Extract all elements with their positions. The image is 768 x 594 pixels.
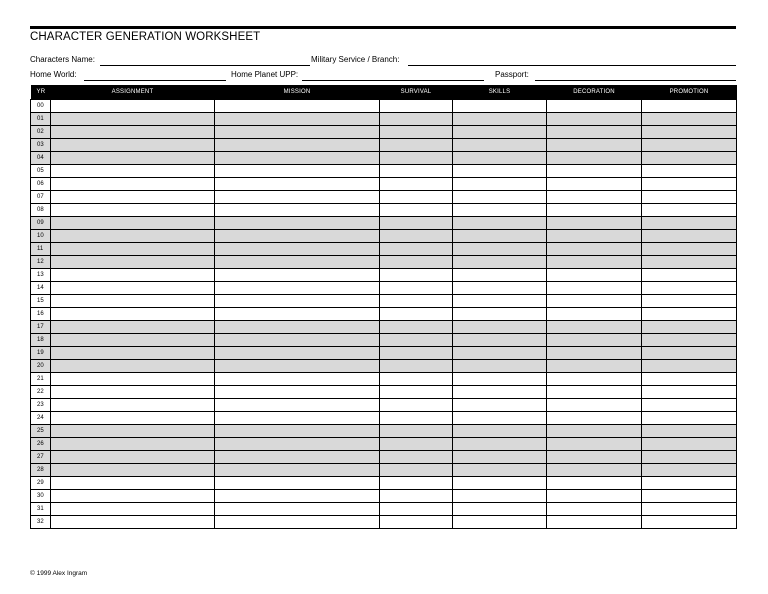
decoration-cell[interactable] [547, 360, 642, 373]
home-planet-upp-label: Home Planet UPP: [231, 70, 299, 79]
world-upp-passport-row [30, 70, 736, 84]
mission-cell[interactable] [215, 438, 380, 451]
table-row [31, 243, 737, 256]
skills-cell[interactable] [453, 334, 547, 347]
promotion-cell[interactable] [642, 490, 737, 503]
promotion-cell[interactable] [642, 243, 737, 256]
assignment-cell[interactable] [51, 490, 215, 503]
decoration-cell[interactable] [547, 165, 642, 178]
table-row [31, 126, 737, 139]
table-row [31, 217, 737, 230]
decoration-cell[interactable] [547, 152, 642, 165]
assignment-cell[interactable] [51, 308, 215, 321]
survival-cell[interactable] [380, 100, 453, 113]
promotion-cell[interactable] [642, 477, 737, 490]
decoration-cell[interactable] [547, 269, 642, 282]
skills-cell[interactable] [453, 282, 547, 295]
mission-cell[interactable] [215, 308, 380, 321]
table-row [31, 165, 737, 178]
table-header-row [31, 85, 737, 100]
characters-name-field[interactable] [100, 65, 310, 66]
assignment-cell[interactable] [51, 451, 215, 464]
year-cell: 22 [31, 386, 51, 399]
year-cell: 18 [31, 334, 51, 347]
survival-cell[interactable] [380, 139, 453, 152]
column-header-skills: SKILLS [453, 85, 547, 100]
assignment-cell[interactable] [51, 477, 215, 490]
mission-cell[interactable] [215, 347, 380, 360]
mission-cell[interactable] [215, 178, 380, 191]
promotion-cell[interactable] [642, 308, 737, 321]
promotion-cell[interactable] [642, 139, 737, 152]
mission-cell[interactable] [215, 334, 380, 347]
year-cell: 29 [31, 477, 51, 490]
assignment-cell[interactable] [51, 412, 215, 425]
assignment-cell[interactable] [51, 282, 215, 295]
survival-cell[interactable] [380, 451, 453, 464]
decoration-cell[interactable] [547, 295, 642, 308]
decoration-cell[interactable] [547, 386, 642, 399]
year-cell: 32 [31, 516, 51, 529]
skills-cell[interactable] [453, 347, 547, 360]
promotion-cell[interactable] [642, 347, 737, 360]
table-row [31, 386, 737, 399]
assignment-cell[interactable] [51, 360, 215, 373]
name-service-row [30, 55, 736, 69]
skills-cell[interactable] [453, 399, 547, 412]
decoration-cell[interactable] [547, 464, 642, 477]
mission-cell[interactable] [215, 243, 380, 256]
assignment-cell[interactable] [51, 503, 215, 516]
year-cell: 01 [31, 113, 51, 126]
year-cell: 12 [31, 256, 51, 269]
promotion-cell[interactable] [642, 438, 737, 451]
mission-cell[interactable] [215, 490, 380, 503]
mission-cell[interactable] [215, 516, 380, 529]
skills-cell[interactable] [453, 503, 547, 516]
career-table [30, 85, 737, 529]
table-row [31, 204, 737, 217]
survival-cell[interactable] [380, 308, 453, 321]
table-row [31, 256, 737, 269]
survival-cell[interactable] [380, 178, 453, 191]
mission-cell[interactable] [215, 217, 380, 230]
table-row [31, 100, 737, 113]
mission-cell[interactable] [215, 152, 380, 165]
assignment-cell[interactable] [51, 438, 215, 451]
assignment-cell[interactable] [51, 516, 215, 529]
table-row [31, 464, 737, 477]
year-cell: 14 [31, 282, 51, 295]
decoration-cell[interactable] [547, 191, 642, 204]
promotion-cell[interactable] [642, 269, 737, 282]
year-cell: 06 [31, 178, 51, 191]
mission-cell[interactable] [215, 373, 380, 386]
promotion-cell[interactable] [642, 386, 737, 399]
year-cell: 27 [31, 451, 51, 464]
mission-cell[interactable] [215, 321, 380, 334]
year-cell: 25 [31, 425, 51, 438]
assignment-cell[interactable] [51, 100, 215, 113]
skills-cell[interactable] [453, 295, 547, 308]
promotion-cell[interactable] [642, 113, 737, 126]
mission-cell[interactable] [215, 477, 380, 490]
skills-cell[interactable] [453, 490, 547, 503]
table-body [31, 100, 737, 529]
table-row [31, 334, 737, 347]
promotion-cell[interactable] [642, 464, 737, 477]
skills-cell[interactable] [453, 451, 547, 464]
skills-cell[interactable] [453, 269, 547, 282]
decoration-cell[interactable] [547, 204, 642, 217]
survival-cell[interactable] [380, 282, 453, 295]
survival-cell[interactable] [380, 386, 453, 399]
survival-cell[interactable] [380, 347, 453, 360]
survival-cell[interactable] [380, 256, 453, 269]
year-cell: 15 [31, 295, 51, 308]
worksheet-title: CHARACTER GENERATION WORKSHEET [30, 31, 261, 43]
assignment-cell[interactable] [51, 269, 215, 282]
assignment-cell[interactable] [51, 295, 215, 308]
assignment-cell[interactable] [51, 386, 215, 399]
promotion-cell[interactable] [642, 282, 737, 295]
mission-cell[interactable] [215, 425, 380, 438]
decoration-cell[interactable] [547, 399, 642, 412]
survival-cell[interactable] [380, 204, 453, 217]
skills-cell[interactable] [453, 425, 547, 438]
table-row [31, 451, 737, 464]
promotion-cell[interactable] [642, 100, 737, 113]
promotion-cell[interactable] [642, 204, 737, 217]
skills-cell[interactable] [453, 100, 547, 113]
skills-cell[interactable] [453, 308, 547, 321]
home-planet-upp-field[interactable] [302, 80, 484, 81]
passport-label: Passport: [495, 70, 529, 79]
year-cell: 13 [31, 269, 51, 282]
assignment-cell[interactable] [51, 165, 215, 178]
promotion-cell[interactable] [642, 321, 737, 334]
skills-cell[interactable] [453, 178, 547, 191]
decoration-cell[interactable] [547, 334, 642, 347]
year-cell: 31 [31, 503, 51, 516]
table-row [31, 412, 737, 425]
decoration-cell[interactable] [547, 217, 642, 230]
promotion-cell[interactable] [642, 152, 737, 165]
promotion-cell[interactable] [642, 373, 737, 386]
skills-cell[interactable] [453, 438, 547, 451]
table-row [31, 360, 737, 373]
skills-cell[interactable] [453, 412, 547, 425]
survival-cell[interactable] [380, 321, 453, 334]
table-row [31, 490, 737, 503]
table-row [31, 373, 737, 386]
mission-cell[interactable] [215, 451, 380, 464]
skills-cell[interactable] [453, 230, 547, 243]
mission-cell[interactable] [215, 113, 380, 126]
table-row [31, 178, 737, 191]
decoration-cell[interactable] [547, 100, 642, 113]
promotion-cell[interactable] [642, 230, 737, 243]
promotion-cell[interactable] [642, 360, 737, 373]
mission-cell[interactable] [215, 282, 380, 295]
survival-cell[interactable] [380, 516, 453, 529]
column-header-promotion: PROMOTION [642, 85, 737, 100]
survival-cell[interactable] [380, 425, 453, 438]
table-row [31, 347, 737, 360]
mission-cell[interactable] [215, 204, 380, 217]
table-row [31, 425, 737, 438]
column-header-assignment: ASSIGNMENT [51, 85, 215, 100]
decoration-cell[interactable] [547, 113, 642, 126]
survival-cell[interactable] [380, 503, 453, 516]
mission-cell[interactable] [215, 165, 380, 178]
table-row [31, 399, 737, 412]
assignment-cell[interactable] [51, 217, 215, 230]
year-cell: 24 [31, 412, 51, 425]
military-service-label: Military Service / Branch: [311, 55, 400, 64]
decoration-cell[interactable] [547, 503, 642, 516]
survival-cell[interactable] [380, 399, 453, 412]
survival-cell[interactable] [380, 230, 453, 243]
survival-cell[interactable] [380, 152, 453, 165]
assignment-cell[interactable] [51, 152, 215, 165]
table-row [31, 269, 737, 282]
table-row [31, 516, 737, 529]
skills-cell[interactable] [453, 243, 547, 256]
year-cell: 05 [31, 165, 51, 178]
mission-cell[interactable] [215, 100, 380, 113]
assignment-cell[interactable] [51, 191, 215, 204]
year-cell: 04 [31, 152, 51, 165]
assignment-cell[interactable] [51, 334, 215, 347]
table-row [31, 295, 737, 308]
decoration-cell[interactable] [547, 178, 642, 191]
promotion-cell[interactable] [642, 503, 737, 516]
year-cell: 26 [31, 438, 51, 451]
skills-cell[interactable] [453, 113, 547, 126]
survival-cell[interactable] [380, 191, 453, 204]
promotion-cell[interactable] [642, 516, 737, 529]
column-header-survival: SURVIVAL [380, 85, 453, 100]
survival-cell[interactable] [380, 334, 453, 347]
decoration-cell[interactable] [547, 243, 642, 256]
mission-cell[interactable] [215, 139, 380, 152]
survival-cell[interactable] [380, 373, 453, 386]
year-cell: 23 [31, 399, 51, 412]
year-cell: 03 [31, 139, 51, 152]
skills-cell[interactable] [453, 217, 547, 230]
table-row [31, 477, 737, 490]
decoration-cell[interactable] [547, 425, 642, 438]
mission-cell[interactable] [215, 269, 380, 282]
military-service-field[interactable] [408, 65, 736, 66]
table-row [31, 503, 737, 516]
mission-cell[interactable] [215, 295, 380, 308]
promotion-cell[interactable] [642, 126, 737, 139]
table-row [31, 139, 737, 152]
year-cell: 16 [31, 308, 51, 321]
home-world-field[interactable] [84, 80, 226, 81]
mission-cell[interactable] [215, 399, 380, 412]
column-header-decoration: DECORATION [547, 85, 642, 100]
promotion-cell[interactable] [642, 412, 737, 425]
mission-cell[interactable] [215, 386, 380, 399]
skills-cell[interactable] [453, 152, 547, 165]
year-cell: 09 [31, 217, 51, 230]
year-cell: 19 [31, 347, 51, 360]
decoration-cell[interactable] [547, 126, 642, 139]
skills-cell[interactable] [453, 126, 547, 139]
promotion-cell[interactable] [642, 399, 737, 412]
assignment-cell[interactable] [51, 425, 215, 438]
assignment-cell[interactable] [51, 126, 215, 139]
table-row [31, 113, 737, 126]
skills-cell[interactable] [453, 386, 547, 399]
skills-cell[interactable] [453, 139, 547, 152]
assignment-cell[interactable] [51, 256, 215, 269]
skills-cell[interactable] [453, 360, 547, 373]
promotion-cell[interactable] [642, 334, 737, 347]
mission-cell[interactable] [215, 230, 380, 243]
assignment-cell[interactable] [51, 347, 215, 360]
characters-name-label: Characters Name: [30, 55, 95, 64]
promotion-cell[interactable] [642, 217, 737, 230]
survival-cell[interactable] [380, 490, 453, 503]
table-row [31, 308, 737, 321]
survival-cell[interactable] [380, 477, 453, 490]
table-row [31, 321, 737, 334]
decoration-cell[interactable] [547, 412, 642, 425]
survival-cell[interactable] [380, 217, 453, 230]
promotion-cell[interactable] [642, 256, 737, 269]
skills-cell[interactable] [453, 516, 547, 529]
decoration-cell[interactable] [547, 451, 642, 464]
skills-cell[interactable] [453, 191, 547, 204]
mission-cell[interactable] [215, 256, 380, 269]
decoration-cell[interactable] [547, 256, 642, 269]
skills-cell[interactable] [453, 256, 547, 269]
mission-cell[interactable] [215, 126, 380, 139]
year-cell: 08 [31, 204, 51, 217]
survival-cell[interactable] [380, 438, 453, 451]
decoration-cell[interactable] [547, 282, 642, 295]
skills-cell[interactable] [453, 477, 547, 490]
skills-cell[interactable] [453, 204, 547, 217]
year-cell: 28 [31, 464, 51, 477]
assignment-cell[interactable] [51, 373, 215, 386]
promotion-cell[interactable] [642, 425, 737, 438]
table-row [31, 438, 737, 451]
skills-cell[interactable] [453, 464, 547, 477]
column-header-mission: MISSION [215, 85, 380, 100]
table-row [31, 152, 737, 165]
survival-cell[interactable] [380, 360, 453, 373]
promotion-cell[interactable] [642, 295, 737, 308]
decoration-cell[interactable] [547, 347, 642, 360]
title-rule [30, 26, 736, 29]
mission-cell[interactable] [215, 412, 380, 425]
skills-cell[interactable] [453, 321, 547, 334]
year-cell: 11 [31, 243, 51, 256]
survival-cell[interactable] [380, 295, 453, 308]
decoration-cell[interactable] [547, 308, 642, 321]
year-cell: 02 [31, 126, 51, 139]
decoration-cell[interactable] [547, 321, 642, 334]
passport-field[interactable] [535, 80, 736, 81]
mission-cell[interactable] [215, 503, 380, 516]
promotion-cell[interactable] [642, 178, 737, 191]
skills-cell[interactable] [453, 165, 547, 178]
mission-cell[interactable] [215, 191, 380, 204]
decoration-cell[interactable] [547, 373, 642, 386]
copyright-footer: © 1999 Alex Ingram [30, 570, 88, 577]
mission-cell[interactable] [215, 360, 380, 373]
year-cell: 10 [31, 230, 51, 243]
year-cell: 17 [31, 321, 51, 334]
decoration-cell[interactable] [547, 516, 642, 529]
skills-cell[interactable] [453, 373, 547, 386]
mission-cell[interactable] [215, 464, 380, 477]
assignment-cell[interactable] [51, 230, 215, 243]
survival-cell[interactable] [380, 113, 453, 126]
assignment-cell[interactable] [51, 464, 215, 477]
promotion-cell[interactable] [642, 451, 737, 464]
year-cell: 07 [31, 191, 51, 204]
table-row [31, 230, 737, 243]
decoration-cell[interactable] [547, 490, 642, 503]
survival-cell[interactable] [380, 464, 453, 477]
column-header-yr: YR [31, 85, 51, 100]
assignment-cell[interactable] [51, 204, 215, 217]
survival-cell[interactable] [380, 165, 453, 178]
survival-cell[interactable] [380, 243, 453, 256]
decoration-cell[interactable] [547, 139, 642, 152]
assignment-cell[interactable] [51, 399, 215, 412]
table-row [31, 191, 737, 204]
promotion-cell[interactable] [642, 191, 737, 204]
assignment-cell[interactable] [51, 243, 215, 256]
survival-cell[interactable] [380, 126, 453, 139]
decoration-cell[interactable] [547, 438, 642, 451]
survival-cell[interactable] [380, 269, 453, 282]
year-cell: 21 [31, 373, 51, 386]
decoration-cell[interactable] [547, 230, 642, 243]
survival-cell[interactable] [380, 412, 453, 425]
year-cell: 20 [31, 360, 51, 373]
assignment-cell[interactable] [51, 139, 215, 152]
assignment-cell[interactable] [51, 178, 215, 191]
year-cell: 30 [31, 490, 51, 503]
table-row [31, 282, 737, 295]
assignment-cell[interactable] [51, 113, 215, 126]
home-world-label: Home World: [30, 70, 77, 79]
assignment-cell[interactable] [51, 321, 215, 334]
year-cell: 00 [31, 100, 51, 113]
promotion-cell[interactable] [642, 165, 737, 178]
decoration-cell[interactable] [547, 477, 642, 490]
